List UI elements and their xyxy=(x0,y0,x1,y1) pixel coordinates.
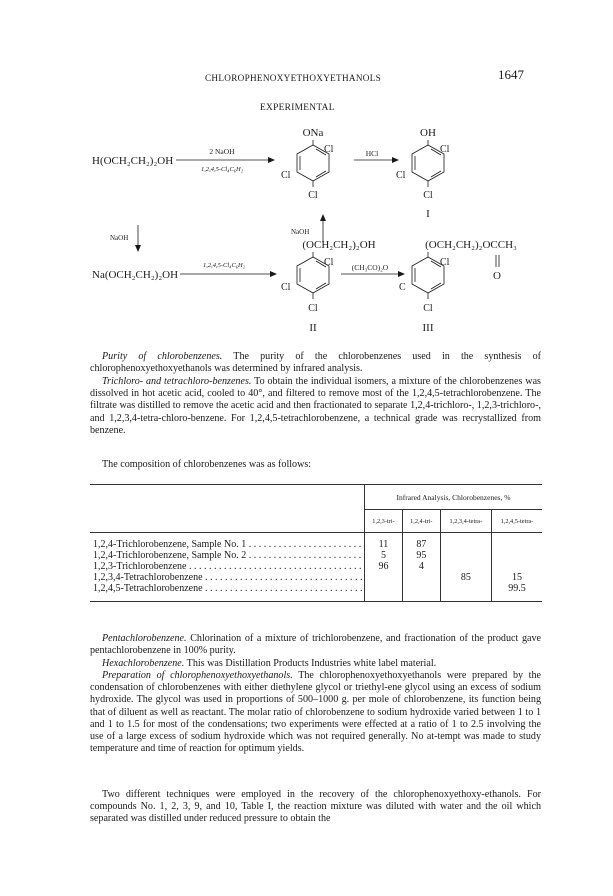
table-cell xyxy=(440,550,491,561)
ring-c-cl-right: Cl xyxy=(324,257,334,268)
table-cell xyxy=(491,539,542,550)
table-cell xyxy=(365,583,403,594)
ring-d-oxygen: O xyxy=(493,270,501,282)
ring-d-c-left: C xyxy=(399,282,406,293)
ring-c-cl-bottom: Cl xyxy=(308,303,318,314)
paragraph-isomers-heading: Trichloro- and tetrachloro-benzenes. xyxy=(102,376,252,387)
table-cell xyxy=(440,539,491,550)
table-cell xyxy=(365,572,403,583)
table-cell: 95 xyxy=(402,550,440,561)
paragraph-isomers-body: To obtain the individual isomers, a mixture of the chlorobenzenes was dissolved in hot acetic acid, cooled to 40°, and filtered to remove most of the 1,2,4,5-tetrachlorobenzene. The filtrate was distilled to remove the acetic acid and then fractionated to separate 1,2,4-trichloro-, 1,2,3-trichloro-, and 1,2,3,4-tetra-chloro-benzene. For 1,2,4,5-tetrachlorobenzene, a technical grade was recrystallized from benzene. xyxy=(90,376,541,436)
compound-label-III: III xyxy=(422,322,434,334)
paragraph-pentachlorobenzene xyxy=(90,633,541,657)
ring-b-cl-left: Cl xyxy=(396,170,406,181)
paragraph-preparation-heading: Preparation of chlorophenoxyethoxyethanols. xyxy=(102,670,293,681)
paragraph-hexachlorobenzene-heading: Hexachlorobenzene. xyxy=(102,658,185,669)
paragraph-purity-heading: Purity of chlorobenzenes. xyxy=(102,351,223,362)
paragraph-recovery: Two different techniques were employed in the recovery of the chlorophenoxyethoxy-ethanols. For compounds No. 1, 2, 3, 9, and 10, Table I, the reaction mixture was diluted with water and the oil which separated was distilled under reduced pressure to obtain the xyxy=(90,789,541,825)
paragraph-preparation-body: The chlorophenoxyethoxyethanols were prepared by the condensation of chlorobenzenes with either diethylene glycol or triethyl-ene glycol using an excess of sodium hydroxide. The glycol was used in proportions of 500–1000 g. per mole of chlorobenzene, its function being that of diluent as well as reactant. The molar ratio of chlorobenzene to sodium hydroxide varied between 1 to 1 and 1 to 1.5 for most of the condensations; two experiments were effected at a ratio of 1 to 2.5 involving the use of a large excess of sodium hydroxide which was not required generally. No at-tempt was made to study temperature and time of reaction for optimum yields. xyxy=(90,670,541,755)
table-cell: 15 xyxy=(491,572,542,583)
ring-c-cl-left: Cl xyxy=(281,282,291,293)
ring-d-top: (OCH₂CH₂)₂OCCH₃ xyxy=(425,239,517,251)
table-row xyxy=(90,550,542,561)
paragraph-pentachlorobenzene-heading: Pentachlorobenzene. xyxy=(102,633,187,644)
page-number: 1647 xyxy=(498,67,524,82)
table-cell xyxy=(491,550,542,561)
reagent-hcl: HCl xyxy=(365,149,379,158)
paragraph-isomers xyxy=(90,376,541,437)
ring-a-top: ONa xyxy=(302,127,324,139)
paragraph-purity-body: The purity of the chlorobenzenes used in the synthesis of chlorophenoxyethoxyethanols was determined by infrared analysis. xyxy=(90,351,541,375)
table-cell: 87 xyxy=(402,539,440,550)
col-header-123-tri: 1,2,3-tri- xyxy=(365,510,403,533)
paragraph-purity xyxy=(90,351,541,375)
reagent-tetrachlorobenzene-2: 1,2,4,5-Cl₄C₆H₂ xyxy=(203,262,245,269)
table-cell: 4 xyxy=(402,561,440,572)
ring-a-cl-bottom: Cl xyxy=(308,190,318,201)
paragraph-preparation xyxy=(90,670,541,755)
col-header-124-tri: 1,2,4-tri- xyxy=(402,510,440,533)
table-row xyxy=(90,539,542,550)
row-label: 1,2,4-Trichlorobenzene, Sample No. 1 xyxy=(93,538,247,550)
row-label: 1,2,3-Trichlorobenzene xyxy=(93,560,187,572)
ring-d-cl-bottom: Cl xyxy=(423,303,433,314)
table-cell xyxy=(402,572,440,583)
row-label: 1,2,4-Trichlorobenzene, Sample No. 2 xyxy=(93,549,247,561)
table-cell xyxy=(491,561,542,572)
table-cell: 85 xyxy=(440,572,491,583)
ring-b-cl-bottom: Cl xyxy=(423,190,433,201)
row-label: 1,2,3,4-Tetrachlorobenzene xyxy=(93,571,203,583)
paragraph-hexachlorobenzene-body: This was Distillation Products Industries white label material. xyxy=(184,658,437,669)
reagent-2naoh: 2 NaOH xyxy=(209,147,235,156)
table-header-blank xyxy=(90,510,365,533)
reaction-scheme xyxy=(0,115,613,345)
table-top-left xyxy=(90,485,365,510)
reagent-tetrachlorobenzene-1: 1,2,4,5-Cl₄C₆H₂ xyxy=(201,166,243,173)
table-group-header: Infrared Analysis, Chlorobenzenes, % xyxy=(365,485,543,510)
compound-label-I: I xyxy=(426,208,430,220)
naoh-left-label: NaOH xyxy=(110,234,129,242)
reactant-glycol: H(OCH₂CH₂)₂OH xyxy=(92,155,174,167)
table-cell: 99.5 xyxy=(491,583,542,594)
reagent-acetic-anhydride: (CH₃CO)₂O xyxy=(351,263,389,272)
table-row xyxy=(90,561,542,572)
paragraph-hexachlorobenzene xyxy=(90,658,541,670)
ring-c-top: (OCH₂CH₂)₂OH xyxy=(302,239,376,251)
naoh-mid-label: NaOH xyxy=(291,228,310,236)
table-cell xyxy=(402,583,440,594)
paragraph-composition: The composition of chlorobenzenes was as follows: xyxy=(102,459,312,470)
ring-b-cl-right: Cl xyxy=(440,144,450,155)
table-cell: 11 xyxy=(365,539,403,550)
table-cell xyxy=(440,583,491,594)
col-header-1245-tetra: 1,2,4,5-tetra- xyxy=(491,510,542,533)
table-cell: 5 xyxy=(365,550,403,561)
ring-a-cl-right: Cl xyxy=(324,144,334,155)
table-row xyxy=(90,583,542,594)
table-row xyxy=(90,572,542,583)
col-header-1234-tetra: 1,2,3,4-tetra- xyxy=(440,510,491,533)
paragraph-pentachlorobenzene-body: Chlorination of a mixture of trichlorobenzene, and fractionation of the product gave pentachlorobenzene in 100% purity. xyxy=(90,633,541,657)
ring-a-cl-left: Cl xyxy=(281,170,291,181)
table-cell xyxy=(440,561,491,572)
composition-table xyxy=(90,484,542,602)
compound-label-II: II xyxy=(309,322,317,334)
ring-b-top: OH xyxy=(420,127,436,139)
section-title: EXPERIMENTAL xyxy=(260,103,335,113)
table-cell: 96 xyxy=(365,561,403,572)
row-label: 1,2,4,5-Tetrachlorobenzene xyxy=(93,582,203,594)
ring-d-cl-right: Cl xyxy=(440,257,450,268)
running-title: CHLOROPHENOXYETHOXYETHANOLS xyxy=(205,73,382,83)
reactant-sodium-glycolate: Na(OCH₂CH₂)₂OH xyxy=(92,269,179,281)
